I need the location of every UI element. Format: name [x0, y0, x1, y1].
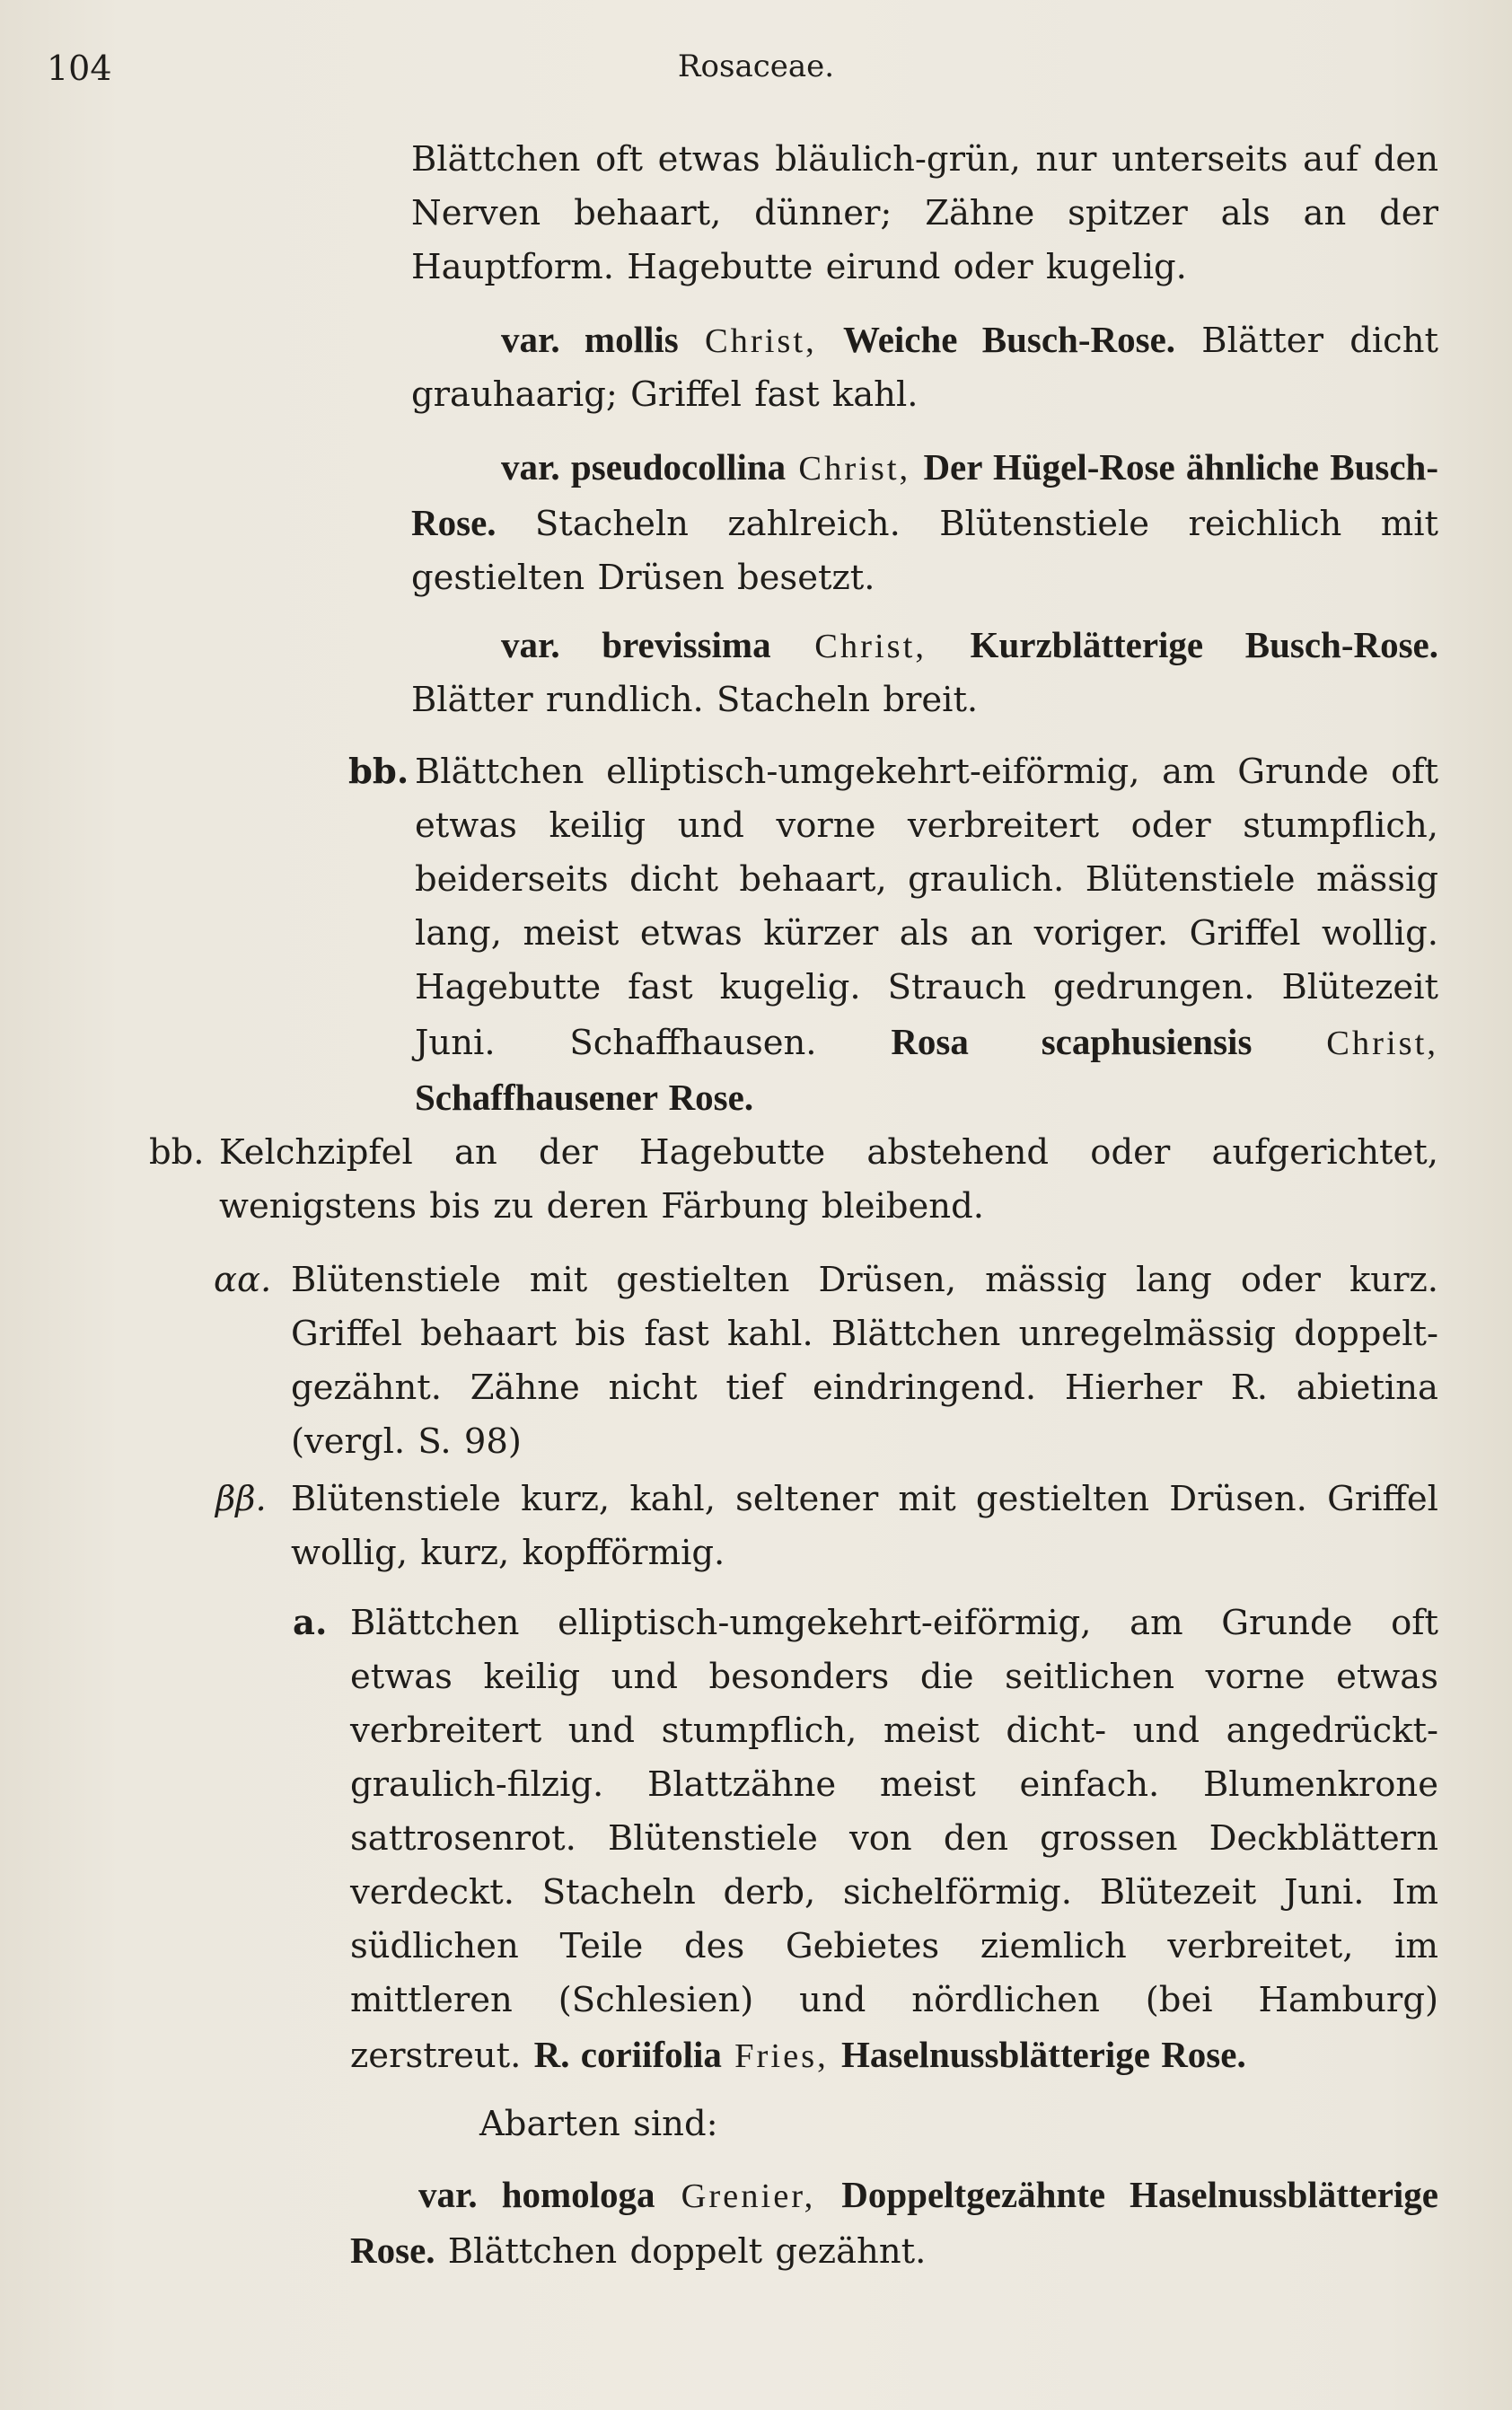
author-name: Grenier,	[681, 2177, 816, 2215]
author-name: Christ,	[704, 322, 817, 360]
species-name: R. coriifolia	[533, 2034, 722, 2075]
author-name: Christ,	[1326, 1025, 1438, 1062]
list-marker: bb.	[348, 752, 409, 792]
variety-name: var. pseudocollina	[501, 446, 787, 488]
page-number: 104	[47, 48, 112, 88]
author-name: Fries,	[734, 2037, 829, 2075]
author-name: Christ,	[798, 450, 911, 488]
species-name: Rosa scaphusiensis	[891, 1021, 1253, 1062]
paragraph-var-pseudocollina	[411, 440, 1438, 605]
variety-name: var. mollis	[501, 319, 679, 360]
paragraph-beta	[291, 1473, 1438, 1580]
paragraph-text: Blütenstiele kurz, kahl, seltener mit gestielten Drüsen. Griffel wollig, kurz, kopfförmig.	[291, 1479, 1438, 1573]
paragraph-text: Blättchen oft etwas bläulich-grün, nur unterseits auf den Nerven behaart, dünner; Zähne spitzer als an der Hauptform. Hagebutte eirund oder kugelig.	[411, 139, 1438, 287]
paragraph-text: Blättchen elliptisch-umgekehrt-eiförmig, am Grunde oft etwas keilig und besonders die seitlichen vorne etwas verbreitert und stumpflich, meist dicht- und angedrückt-graulich-filzig. Blattzähne meist einfach. Blumenkrone sattrosenrot. Blütenstiele von den grossen Deckblättern verdeckt. Stacheln derb, sichelförmig. Blütezeit Juni. Im südlichen Teile des Gebietes ziemlich verbreitet, im mittleren (Schlesien) und nördlichen (bei Hamburg) zerstreut.	[350, 1603, 1438, 2076]
paragraph-alpha	[291, 1253, 1438, 1469]
common-name: Doppeltgezähnte Haselnussblätterige Rose.	[350, 2174, 1438, 2271]
paragraph-var-mollis	[411, 312, 1438, 422]
running-head: Rosaceae.	[677, 48, 835, 84]
variety-name: var. homologa	[418, 2174, 655, 2215]
page-header	[0, 43, 1512, 97]
paragraph-var-brevissima	[411, 618, 1438, 727]
variety-name: var. brevissima	[501, 624, 771, 665]
paragraph-text: Stacheln zahlreich. Blütenstiele reichlich mit gestielten Drüsen besetzt.	[411, 504, 1438, 598]
paragraph-text: Blätter dicht grauhaarig; Griffel fast kahl.	[411, 321, 1438, 415]
common-name: Weiche Busch-Rose.	[842, 319, 1176, 360]
paragraph-r-coriifolia	[350, 1596, 1438, 2083]
list-marker: ββ.	[215, 1479, 267, 1519]
paragraph-text: Blättchen elliptisch-umgekehrt-eiförmig, am Grunde oft etwas keilig und vorne verbreitert oder stumpflich, beiderseits dicht behaart, graulich. Blütenstiele mässig lang, meist etwas kürzer als an voriger. Griffel wollig. Hagebutte fast kugelig. Strauch gedrungen. Blütezeit Juni. Schaffhausen.	[415, 752, 1438, 1063]
paragraph-variety-description	[411, 133, 1438, 295]
common-name: Schaffhausener Rose.	[415, 1077, 754, 1118]
list-marker: bb.	[149, 1132, 205, 1173]
common-name: Haselnussblätterige Rose.	[841, 2034, 1246, 2075]
list-marker: a.	[293, 1603, 328, 1643]
paragraph-text: Blätter rundlich. Stacheln breit.	[411, 680, 979, 720]
paragraph-kelchzipfel	[219, 1126, 1438, 1234]
common-name: Der Hügel-Rose ähnliche Busch-Rose.	[411, 446, 1438, 543]
paragraph-text: Blütenstiele mit gestielten Drüsen, mässig lang oder kurz. Griffel behaart bis fast kahl. Blättchen unregelmässig doppelt-gezähnt. Zähne nicht tief eindringend. Hierher R. abietina (vergl. S. 98)	[291, 1260, 1438, 1462]
paragraph-text: Abarten sind:	[479, 2104, 718, 2144]
paragraph-text: Kelchzipfel an der Hagebutte abstehend oder aufgerichtet, wenigstens bis zu deren Färbung bleibend.	[219, 1132, 1438, 1227]
paragraph-rosa-scaphusiensis	[415, 745, 1438, 1126]
paragraph-abarten	[479, 2098, 1438, 2151]
paragraph-var-homologa	[350, 2168, 1438, 2279]
paragraph-text: Blättchen doppelt gezähnt.	[447, 2231, 927, 2272]
common-name: Kurzblätterige Busch-Rose.	[970, 624, 1438, 665]
author-name: Christ,	[814, 628, 927, 665]
list-marker: αα.	[214, 1260, 272, 1300]
